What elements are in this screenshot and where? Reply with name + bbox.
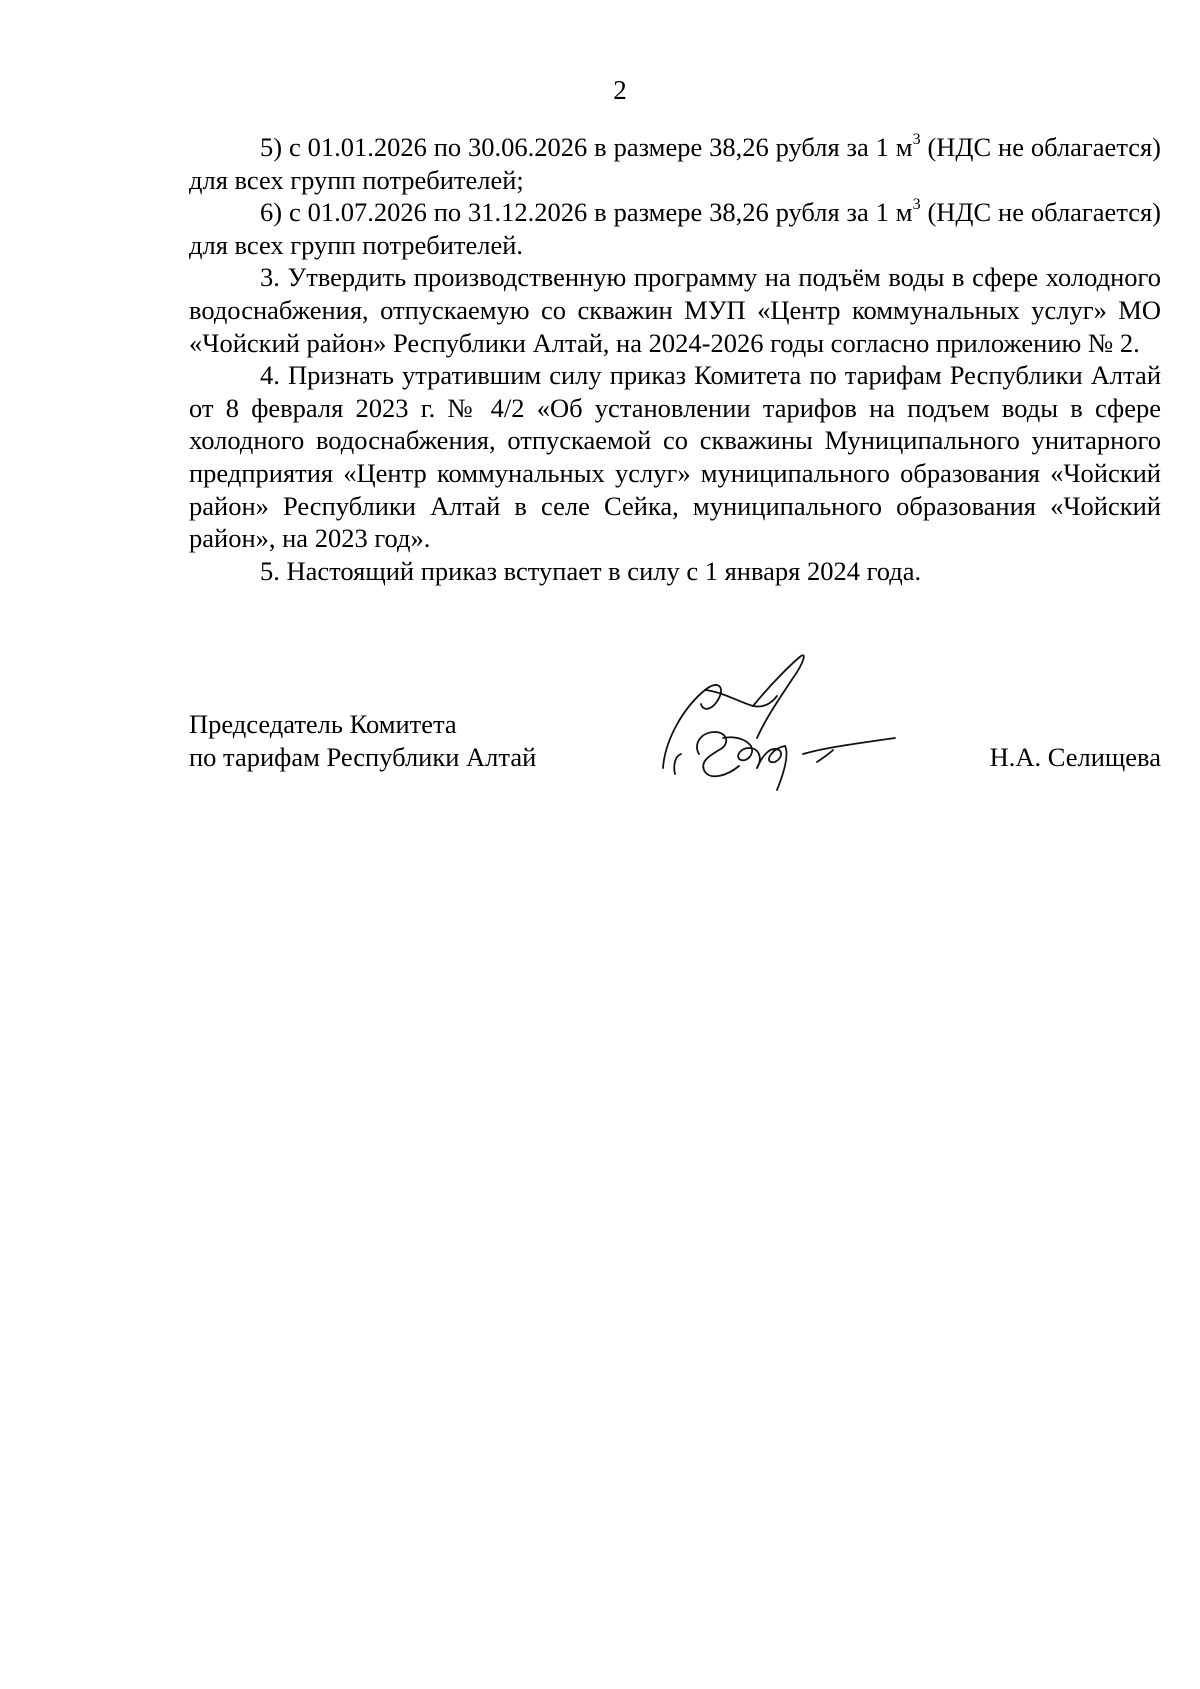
document-body [189,131,1161,587]
signature-block [189,708,1161,848]
paragraph-item-6-text: 6) с 01.07.2026 по 31.12.2026 в размере 38,26 рубля за 1 м [260,197,913,228]
signer-name: Н.А. Селищева [989,742,1161,772]
paragraph-item-5 [189,131,1161,196]
signer-position [189,708,536,774]
signer-position-line2: по тарифам Республики Алтай [189,742,537,772]
cubic-superscript: 3 [912,196,921,214]
signer-position-line1: Председатель Комитета [189,709,457,739]
paragraph-item-5-text: 5) с 01.01.2026 по 30.06.2026 в размере 38,26 рубля за 1 м [260,132,913,162]
cubic-superscript: 3 [912,131,921,148]
paragraph-item-3: 3. Утвердить производственную программу на подъём воды в сфере холодного водоснабжения, отпускаемую со скважин МУП «Центр коммунальных услуг» МО «Чойский район» Республики Алтай, на 2024-2026 годы согласно приложению № 2. [189,262,1161,358]
page-number: 2 [613,75,627,105]
paragraph-item-4: 4. Признать утратившим силу приказ Комитета по тарифам Республики Алтай от 8 февраля 2023 г. № 4/2 «Об установлении тарифов на подъем воды в сфере холодного водоснабжения, отпускаемой со скважины Муниципального унитарного предприятия «Центр коммунальных услуг» муниципального образования «Чойский район» Республики Алтай в селе Сейка, муниципального образования «Чойский район», на 2023 год». [189,360,1161,554]
paragraph-item-5-tail: (НДС не облагается) для всех групп потребителей; [189,132,1162,195]
paragraph-effective-date: 5. Настоящий приказ вступает в силу с 1 января 2024 года. [260,555,922,586]
paragraph-item-6-tail: (НДС не облагается) для всех групп потребителей. [189,197,1162,260]
handwritten-signature-icon [653,650,913,810]
paragraph-item-6 [189,196,1161,261]
